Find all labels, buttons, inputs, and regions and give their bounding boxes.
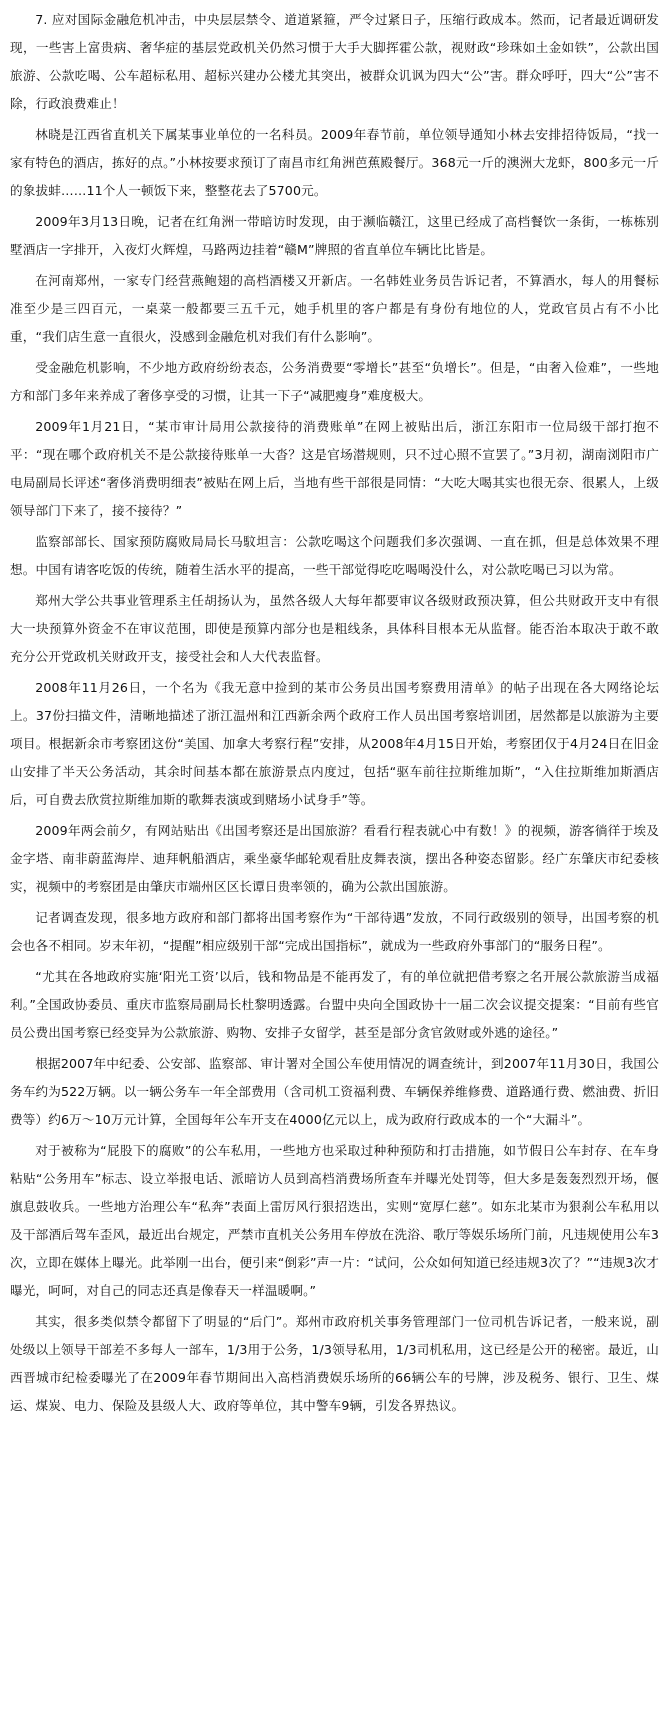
paragraph-13: 根据2007年中纪委、公安部、监察部、审计署对全国公车使用情况的调查统计，到2007年11月30日，我国公务车约为522万辆。以一辆公务车一年全部费用（含司机工资福利费、车辆保养维修费、道路通行费、燃油费、折旧费等）约6万～10万元计算，全国每年公车开支在4000亿元以上，成为政府行政成本的一个“大漏斗”。	[10, 1056, 659, 1127]
paragraph-3: 2009年3月13日晚，记者在红角洲一带暗访时发现，由于濒临赣江，这里已经成了高档餐饮一条街，一栋栋别墅酒店一字排开，入夜灯火辉煌，马路两边挂着“赣M”牌照的省直单位车辆比比皆是。	[10, 214, 659, 257]
paragraph-15: 其实，很多类似禁令都留下了明显的“后门”。郑州市政府机关事务管理部门一位司机告诉记者，一般来说，副处级以上领导干部差不多每人一部车，1/3用于公务，1/3领导私用，1/3司机私用，这已经是公开的秘密。最近，山西晋城市纪检委曝光了在2009年春节期间出入高档消费娱乐场所的66辆公车的号牌，涉及税务、银行、卫生、煤运、煤炭、电力、保险及县级人大、政府等单位，其中警车9辆，引发各界热议。	[10, 1314, 659, 1413]
paragraph-9: 2008年11月26日，一个名为《我无意中捡到的某市公务员出国考察费用清单》的帖子出现在各大网络论坛上。37份扫描文件，清晰地描述了浙江温州和江西新余两个政府工作人员出国考察培训团，居然都是以旅游为主要项目。根据新余市考察团这份“美国、加拿大考察行程”安排，从2008年4月15日开始，考察团仅于4月24日在旧金山安排了半天公务活动，其余时间基本都在旅游景点内度过，包括“驱车前往拉斯维加斯”，“入住拉斯维加斯酒店后，可自费去欣赏拉斯维加斯的歌舞表演或到赌场小试身手”等。	[10, 680, 659, 807]
paragraph-5: 受金融危机影响，不少地方政府纷纷表态，公务消费要“零增长”甚至“负增长”。但是，“由奢入俭难”，一些地方和部门多年来养成了奢侈享受的习惯，让其一下子“减肥瘦身”难度极大。	[10, 360, 659, 403]
paragraph-4: 在河南郑州，一家专门经营燕鲍翅的高档酒楼又开新店。一名韩姓业务员告诉记者，不算酒水，每人的用餐标准至少是三四百元，一桌菜一般都要三五千元，她手机里的客户都是有身份有地位的人，党政官员占有不小比重，“我们店生意一直很火，没感到金融危机对我们有什么影响”。	[10, 273, 659, 344]
paragraph-2: 林晓是江西省直机关下属某事业单位的一名科员。2009年春节前，单位领导通知小林去安排招待饭局，“找一家有特色的酒店，拣好的点。”小林按要求预订了南昌市红角洲芭蕉殿餐厅。368元一斤的澳洲大龙虾，800多元一斤的象拔蚌……11个人一顿饭下来，整整花去了5700元。	[10, 127, 659, 198]
paragraph-10: 2009年两会前夕，有网站贴出《出国考察还是出国旅游？看看行程表就心中有数！》的视频，游客徜徉于埃及金字塔、南非蔚蓝海岸、迪拜帆船酒店，乘坐豪华邮轮观看肚皮舞表演，摆出各种姿态留影。经广东肇庆市纪委核实，视频中的考察团是由肇庆市端州区区长谭日贵率领的，确为公款出国旅游。	[10, 823, 659, 894]
paragraph-12: “尤其在各地政府实施‘阳光工资’以后，钱和物品是不能再发了，有的单位就把借考察之名开展公款旅游当成福利。”全国政协委员、重庆市监察局副局长杜黎明透露。台盟中央向全国政协十一届二次会议提交提案：“目前有些官员公费出国考察已经变异为公款旅游、购物、安排子女留学，甚至是部分贪官敛财或外逃的途径。”	[10, 969, 659, 1040]
paragraph-7: 监察部部长、国家预防腐败局局长马馼坦言：公款吃喝这个问题我们多次强调、一直在抓，但是总体效果不理想。中国有请客吃饭的传统，随着生活水平的提高，一些干部觉得吃吃喝喝没什么，对公款吃喝已习以为常。	[10, 534, 659, 577]
paragraph-14: 对于被称为“屁股下的腐败”的公车私用，一些地方也采取过种种预防和打击措施，如节假日公车封存、在车身粘贴“公务用车”标志、设立举报电话、派暗访人员到高档消费场所查车并曝光处罚等，但大多是轰轰烈烈开场，偃旗息鼓收兵。一些地方治理公车“私奔”表面上雷厉风行狠招迭出，实则“宽厚仁慈”。如东北某市为狠刹公车私用以及干部酒后驾车歪风，最近出台规定，严禁市直机关公务用车停放在洗浴、歌厅等娱乐场所门前，凡违规使用公车3次，立即在媒体上曝光。此举刚一出台，便引来“倒彩”声一片：“试问，公众如何知道已经违规3次了？”“违规3次才曝光，呵呵，对自己的同志还真是像春天一样温暖啊。”	[10, 1143, 659, 1298]
paragraph-6: 2009年1月21日，“某市审计局用公款接待的消费账单”在网上被贴出后，浙江东阳市一位局级干部打抱不平：“现在哪个政府机关不是公款接待账单一大沓？这是官场潜规则，只不过心照不宣罢了。”3月初，湖南浏阳市广电局副局长评述“奢侈消费明细表”被贴在网上后，当地有些干部很是同情：“大吃大喝其实也很无奈、很累人，上级领导部门下来了，接不接待？”	[10, 419, 659, 518]
paragraph-1: 7. 应对国际金融危机冲击，中央层层禁令、道道紧箍，严令过紧日子，压缩行政成本。然而，记者最近调研发现，一些害上富贵病、奢华症的基层党政机关仍然习惯于大手大脚挥霍公款，视财政“珍珠如土金如铁”，公款出国旅游、公款吃喝、公车超标私用、超标兴建办公楼尤其突出，被群众讥讽为四大“公”害。群众呼吁，四大“公”害不除，行政浪费难止！	[10, 12, 659, 111]
paragraph-8: 郑州大学公共事业管理系主任胡扬认为，虽然各级人大每年都要审议各级财政预决算，但公共财政开支中有很大一块预算外资金不在审议范围，即使是预算内部分也是粗线条，具体科目根本无从监督。能否治本取决于敢不敢充分公开党政机关财政开支，接受社会和人大代表监督。	[10, 593, 659, 664]
paragraph-11: 记者调查发现，很多地方政府和部门都将出国考察作为“干部待遇”发放，不同行政级别的领导，出国考察的机会也各不相同。岁末年初，“提醒”相应级别干部“完成出国指标”，就成为一些政府外事部门的“服务日程”。	[10, 910, 659, 953]
